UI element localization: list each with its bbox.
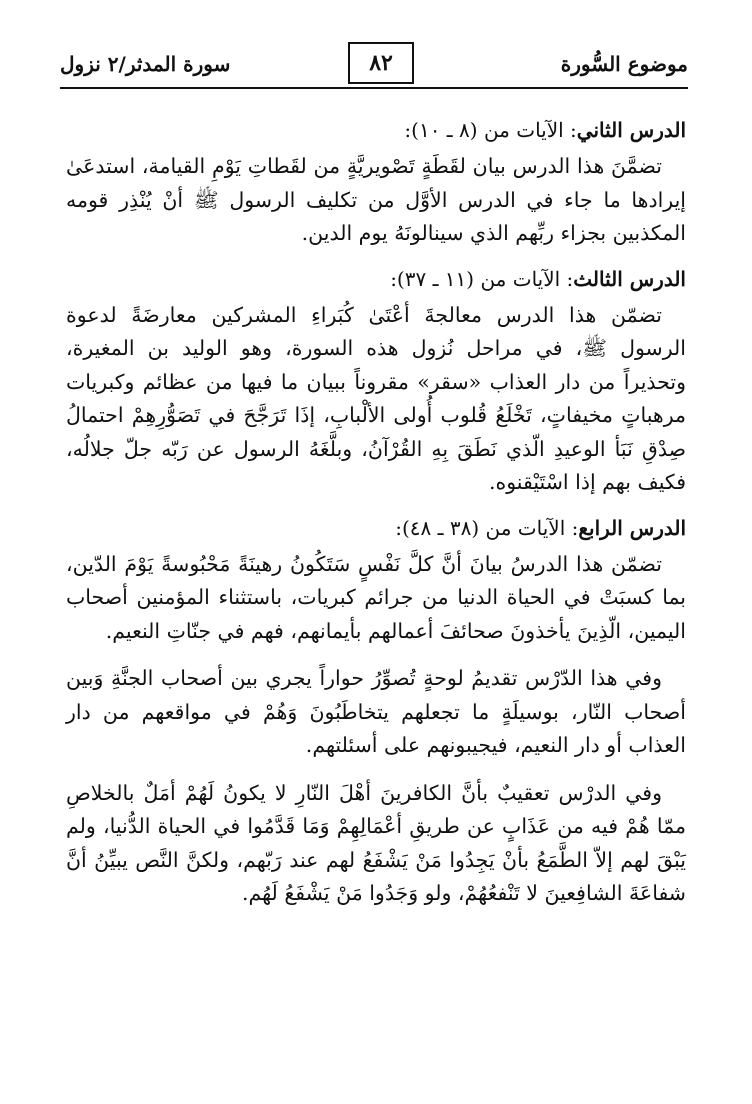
- page-body: [66, 110, 686, 911]
- lesson-2-verses: : الآيات من (٨ ـ ١٠):: [404, 118, 577, 142]
- lesson-3-heading: [66, 259, 686, 299]
- lesson-4-paragraph-3: وفي الدرْس تعقيبٌ بأنَّ الكافرينَ أهْلَ النّارِ لا يكونُ لَهُمْ أمَلٌ بالخلاصِ ممّا هُمْ فيه من عَذَابٍ عن طريقِ أعْمَالِهِمْ وَمَا قَدَّمُوا في الحياة الدُّنيا، ولم يَبْقَ لهم إلاّ الطَّمَعُ بأنْ يَجِدُوا مَنْ يَشْفَعُ لهم عند رَبّهم، ولكنَّ النَّص يبيِّنُ أنَّ شفاعَةَ الشافِعينَ لا تَنْفعُهُمْ، ولو وَجَدُوا مَنْ يَشْفَعُ لَهُم.: [66, 780, 686, 905]
- lesson-3-verses: : الآيات من (١١ ـ ٣٧):: [390, 266, 574, 291]
- lesson-4-paragraph-1: تضمّن هذا الدرسُ بيانَ أنَّ كلَّ نَفْسٍ سَتَكُونُ رهينَةً مَحْبُوسةً يَوْمَ الدّين، بما كسبَتْ في الحياة الدنيا من جرائم كبريات، باستثناء المؤمنين أصحاب اليمين، الّذِينَ يأخذونَ صحائفَ أعمالهم بأيمانهم، فهم في جنّاتِ النعيم.: [66, 551, 686, 643]
- lesson-4-paragraph-2: وفي هذا الدّرْس تقديمُ لوحةٍ تُصوِّرُ حواراً يجري بين أصحاب الجنَّةِ وَبين أصحاب النّار، بوسيلَةٍ ما تجعلهم يتخاطَبُونَ وَهُمْ في مواقعهم من دار العذاب أو دار النعيم، فيجيبونهم على أسئلتهم.: [66, 666, 686, 757]
- lesson-3-paragraph: تضمّن هذا الدرس معالجةَ أعْتَىٰ كُبَراءِ المشركين معارضَةً لدعوة الرسول ﷺ، في مراحل نُزول هذه السورة، وهو الوليد بن المغيرة، وتحذيراً من دار العذاب «سقر» مقروناً ببيان ما فيها من عظائم وكبريات مرهباتٍ مخيفاتٍ، تَخْلَعُ قُلوب أُولى الألْبابِ، إذَا تَرَجَّحَ في تَصَوُّرِهِمْ احتمالُ صِدْقِ نَبَأ الوعيدِ الّذي نَطَقَ بِهِ القُرْآنُ، وبلَّغَهُ الرسول عن رَبّه جلّ جلالُه، فكيف بهم إذا اسْتَيْقنوه.: [66, 302, 686, 494]
- chapter-topic-title: موضوع السُّورة: [560, 52, 688, 76]
- lesson-2-paragraph: تضمَّنَ هذا الدرس بيان لقَطَةٍ تَصْويريَّةٍ من لقَطاتِ يَوْمِ القيامة، استدعَىٰ إيرادها ما جاء في الدرس الأوَّل من تكليف الرسول ﷺ أنْ يُنْذِر قومه المكذبين بجزاء ربِّهم الذي سينالونَهُ يوم الدين.: [66, 154, 686, 245]
- lesson-3-label: الدرس الثالث: [573, 266, 686, 291]
- lesson-2-label: الدرس الثاني: [576, 118, 686, 142]
- page-header: [60, 42, 688, 88]
- lesson-2-heading: [66, 110, 686, 150]
- header-divider: [60, 87, 688, 89]
- lesson-4-heading: [66, 508, 686, 548]
- page-number: ٨٢: [348, 42, 414, 84]
- lesson-4-label: الدرس الرابع: [578, 515, 686, 540]
- lesson-4-verses: : الآيات من (٣٨ ـ ٤٨):: [395, 515, 579, 540]
- surah-title: سورة المدثر/٢ نزول: [60, 52, 231, 76]
